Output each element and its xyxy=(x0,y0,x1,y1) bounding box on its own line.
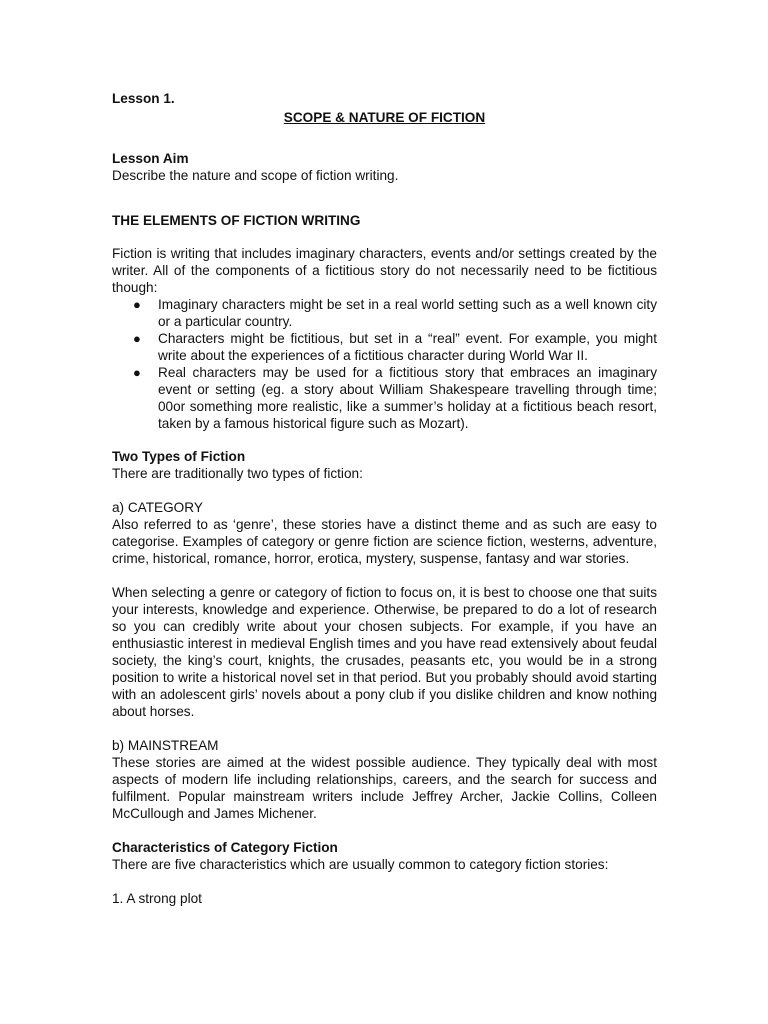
bullet-icon: ● xyxy=(133,297,141,312)
lesson-aim-heading: Lesson Aim xyxy=(112,151,189,166)
characteristic-item: 1. A strong plot xyxy=(112,891,202,906)
category-advice: When selecting a genre or category of fiction to focus on, it is best to choose one that suits your interests, knowledge and experience. Otherwise, be prepared to do a lot of research so you can credibly write about your chosen subjects. For example, if you have an enthusiastic interest in medieval English times and you have read extensively about feudal society, the king’s court, knights, the crusades, peasants etc, you would be in a strong position to write a historical novel set in that period. But you probably should avoid starting with an adolescent girls’ novels about a pony club if you dislike children and know nothing about horses. xyxy=(112,585,657,719)
lesson-number: Lesson 1. xyxy=(112,91,175,106)
bullet-icon: ● xyxy=(133,331,141,346)
bullet-item xyxy=(133,296,657,330)
two-types-heading: Two Types of Fiction xyxy=(112,449,246,464)
bullet-item xyxy=(133,364,657,432)
characteristics-intro: There are five characteristics which are usually common to category fiction stories: xyxy=(112,857,609,872)
characteristics-heading: Characteristics of Category Fiction xyxy=(112,840,338,855)
category-label: a) CATEGORY xyxy=(112,500,203,515)
elements-intro: Fiction is writing that includes imaginary characters, events and/or settings created by the writer. All of the components of a fictitious story do not necessarily need to be fictitious though: xyxy=(112,246,657,295)
mainstream-text: These stories are aimed at the widest possible audience. They typically deal with most aspects of modern life including relationships, careers, and the search for success and fulfilment. Popular mainstream writers include Jeffrey Archer, Jackie Collins, Colleen McCullough and James Michener. xyxy=(112,755,657,821)
mainstream-label: b) MAINSTREAM xyxy=(112,738,219,753)
two-types-intro: There are traditionally two types of fiction: xyxy=(112,466,363,481)
category-text: Also referred to as ‘genre’, these stories have a distinct theme and as such are easy to categorise. Examples of category or genre fiction are science fiction, westerns, adventure, crime, historical, romance, horror, erotica, mystery, suspense, fantasy and war stories. xyxy=(112,517,657,566)
document-page xyxy=(112,90,657,907)
bullet-item xyxy=(133,330,657,364)
page-title: SCOPE & NATURE OF FICTION xyxy=(283,110,486,125)
bullet-text: Characters might be fictitious, but set in a “real” event. For example, you might write about the experiences of a fictitious character during World War II. xyxy=(158,331,657,363)
bullet-text: Imaginary characters might be set in a real world setting such as a well known city or a particular country. xyxy=(158,297,657,329)
bullet-text: Real characters may be used for a fictitious story that embraces an imaginary event or setting (eg. a story about William Shakespeare travelling through time; 00or something more realistic, like a summer’s holiday at a fictitious beach resort, taken by a famous historical figure such as Mozart). xyxy=(158,365,657,431)
elements-heading: THE ELEMENTS OF FICTION WRITING xyxy=(112,213,361,228)
bullet-icon: ● xyxy=(133,365,141,380)
elements-bullet-list xyxy=(112,296,657,432)
lesson-aim-text: Describe the nature and scope of fiction writing. xyxy=(112,168,399,183)
